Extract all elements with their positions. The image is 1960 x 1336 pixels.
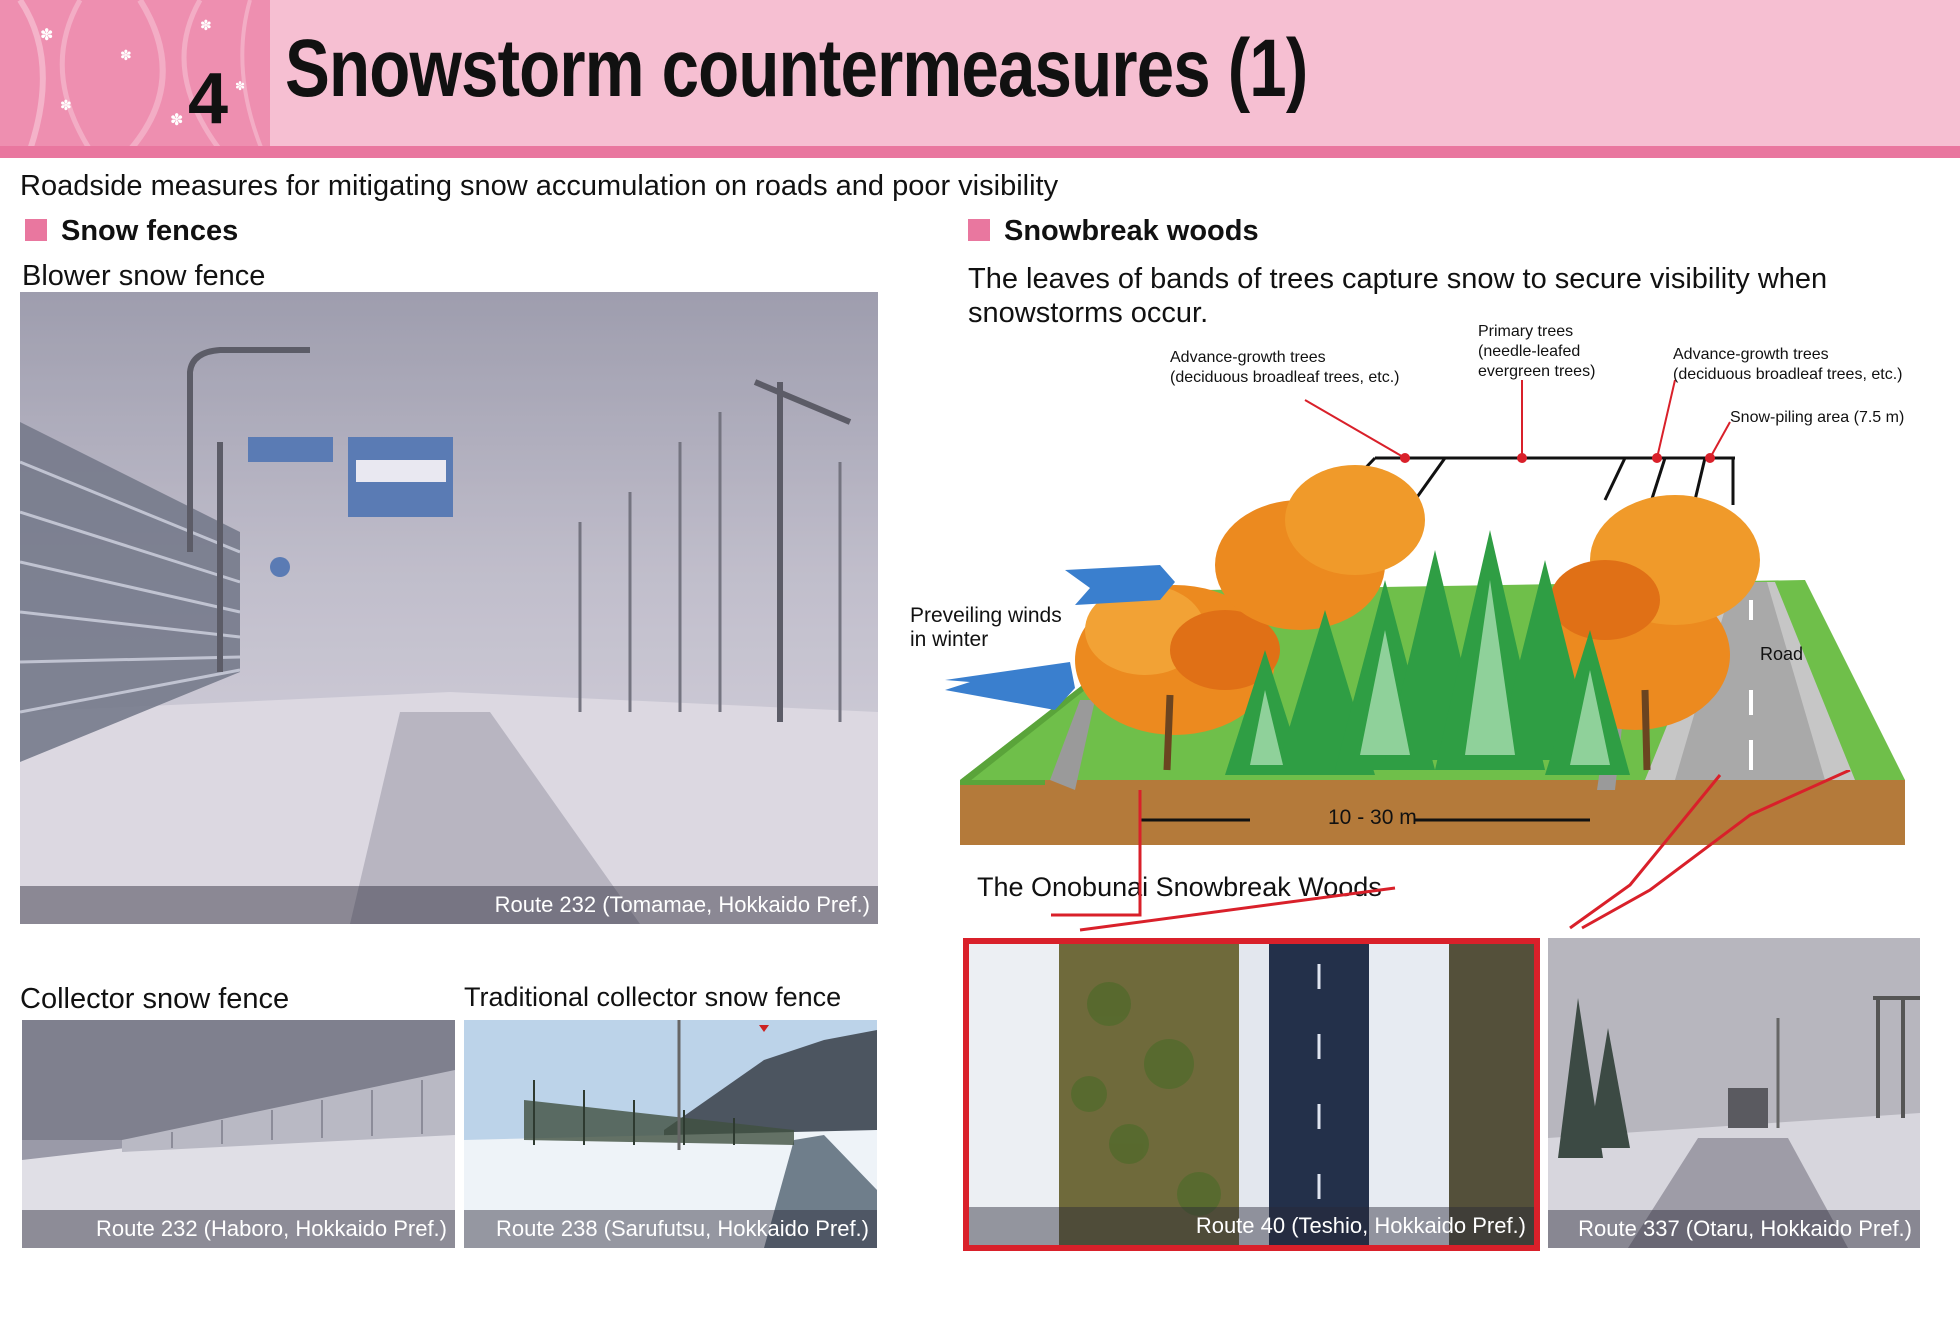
collector-fence-label: Collector snow fence — [20, 983, 290, 1015]
onobunai-label: The Onobunai Snowbreak Woods — [977, 872, 1382, 902]
label-advance-left-2: (deciduous broadleaf trees, etc.) — [1170, 369, 1400, 386]
label-snow-piling: Snow-piling area (7.5 m) — [1730, 409, 1905, 426]
label-width: 10 - 30 m — [1328, 806, 1417, 829]
lead-text: Roadside measures for mitigating snow accumulation on roads and poor visibility — [20, 170, 1059, 202]
section-heading-text: Snow fences — [61, 215, 239, 247]
svg-text:✽: ✽ — [200, 17, 212, 33]
aerial-caption: Route 40 (Teshio, Hokkaido Pref.) — [969, 1207, 1534, 1245]
svg-text:✽: ✽ — [60, 97, 72, 113]
section-marker — [968, 219, 990, 241]
section-heading-snowbreak — [968, 215, 1259, 248]
label-advance-left-1: Advance-growth trees — [1170, 349, 1326, 366]
label-advance-right-2: (deciduous broadleaf trees, etc.) — [1673, 366, 1903, 383]
collector-fence-caption: Route 232 (Haboro, Hokkaido Pref.) — [22, 1210, 455, 1248]
label-winds-2: in winter — [910, 628, 989, 651]
label-road: Road — [1760, 644, 1804, 664]
otaru-caption: Route 337 (Otaru, Hokkaido Pref.) — [1548, 1210, 1920, 1248]
svg-text:✽: ✽ — [235, 79, 246, 93]
header-underline — [0, 146, 1960, 158]
collector-fence-photo — [22, 1020, 455, 1248]
blower-fence-label: Blower snow fence — [22, 260, 266, 292]
section-heading-text: Snowbreak woods — [1004, 215, 1259, 247]
aerial-photo — [963, 938, 1540, 1251]
traditional-fence-label: Traditional collector snow fence — [464, 982, 842, 1012]
section-heading-snow-fences — [25, 215, 238, 248]
blower-fence-caption: Route 232 (Tomamae, Hokkaido Pref.) — [20, 886, 878, 924]
section-marker — [25, 219, 47, 241]
blower-fence-photo — [20, 292, 878, 924]
svg-text:✽: ✽ — [120, 47, 132, 63]
label-advance-right-1: Advance-growth trees — [1673, 346, 1829, 363]
label-primary-1: Primary trees — [1478, 323, 1574, 340]
page-title: Snowstorm countermeasures (1) — [285, 23, 1308, 114]
leader-lines — [1050, 770, 1870, 940]
svg-text:✽: ✽ — [40, 27, 54, 44]
snowbreak-description: The leaves of bands of trees capture snow to secure visibility when snowstorms occur. — [968, 263, 1828, 329]
label-primary-2: (needle-leafed — [1478, 343, 1581, 360]
chapter-number: 4 — [188, 59, 229, 139]
otaru-photo — [1548, 938, 1920, 1248]
svg-text:✽: ✽ — [170, 112, 184, 129]
traditional-fence-photo — [464, 1020, 877, 1248]
header-pattern — [0, 0, 270, 150]
traditional-fence-caption: Route 238 (Sarufutsu, Hokkaido Pref.) — [464, 1210, 877, 1248]
label-winds-1: Preveiling winds — [910, 604, 1062, 627]
label-primary-3: evergreen trees) — [1478, 363, 1596, 380]
